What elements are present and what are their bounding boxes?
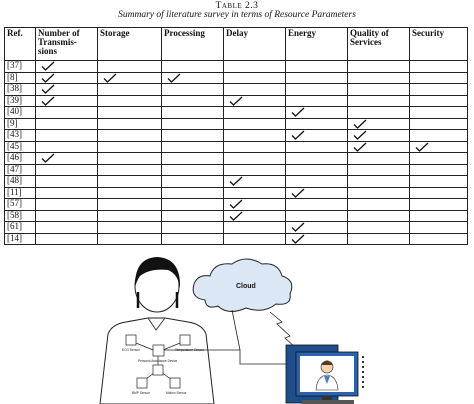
column-header: Processing: [162, 28, 224, 61]
table-row: [5, 61, 468, 73]
cloud-to-hub-link: [232, 310, 240, 350]
checkmark-icon: [291, 130, 305, 140]
parameter-cell: [348, 233, 410, 245]
column-header: Ref.: [5, 28, 36, 61]
parameter-cell: [224, 187, 286, 199]
column-header: Number of Transmis-sions: [36, 28, 98, 61]
parameter-cell: [410, 84, 468, 96]
parameter-cell: [162, 164, 224, 176]
parameter-cell: [286, 118, 348, 130]
parameter-cell: [162, 153, 224, 165]
table-header-row: [5, 28, 468, 61]
checkmark-icon: [41, 61, 55, 71]
table-row: [5, 118, 468, 130]
column-header: Quality of Services: [348, 28, 410, 61]
parameter-cell: [98, 176, 162, 188]
parameter-cell: [348, 61, 410, 73]
parameter-cell: [224, 72, 286, 84]
column-header: Storage: [98, 28, 162, 61]
parameter-cell: [410, 222, 468, 234]
parameter-cell: [224, 153, 286, 165]
parameter-cell: [410, 141, 468, 153]
checkmark-icon: [229, 199, 243, 209]
parameter-cell: [162, 130, 224, 142]
parameter-cell: [98, 84, 162, 96]
parameter-cell: [162, 187, 224, 199]
parameter-cell: [36, 210, 98, 222]
parameter-cell: [286, 210, 348, 222]
parameter-cell: [348, 84, 410, 96]
reference-cell: [39]: [5, 95, 36, 107]
column-header: Delay: [224, 28, 286, 61]
hub-device-icon: [153, 345, 164, 356]
parameter-cell: [286, 164, 348, 176]
parameter-cell: [348, 95, 410, 107]
table-row: [5, 176, 468, 188]
parameter-cell: [98, 210, 162, 222]
parameter-cell: [286, 199, 348, 211]
parameter-cell: [36, 107, 98, 119]
reference-cell: [37]: [5, 61, 36, 73]
cloud-label: Cloud: [236, 283, 256, 290]
parameter-cell: [98, 164, 162, 176]
parameter-cell: [348, 176, 410, 188]
table-row: [5, 84, 468, 96]
parameter-cell: [36, 118, 98, 130]
reference-cell: [48]: [5, 176, 36, 188]
parameter-cell: [98, 118, 162, 130]
table-row: [5, 222, 468, 234]
reference-cell: [61]: [5, 222, 36, 234]
checkmark-icon: [41, 73, 55, 83]
parameter-cell: [98, 187, 162, 199]
reference-cell: [11]: [5, 187, 36, 199]
parameter-cell: [286, 141, 348, 153]
parameter-cell: [410, 95, 468, 107]
reference-cell: [46]: [5, 153, 36, 165]
parameter-cell: [410, 187, 468, 199]
parameter-cell: [162, 61, 224, 73]
table-caption-label: Table 2.3: [215, 1, 259, 11]
checkmark-icon: [353, 119, 367, 129]
ecg-sensor-label: ECG Sensor: [122, 348, 140, 352]
parameter-cell: [162, 199, 224, 211]
reference-cell: [8]: [5, 72, 36, 84]
parameter-cell: [410, 153, 468, 165]
checkmark-icon: [103, 73, 117, 83]
parameter-cell: [348, 164, 410, 176]
checkmark-icon: [353, 130, 367, 140]
parameter-cell: [36, 199, 98, 211]
parameter-cell: [348, 72, 410, 84]
table-row: [5, 107, 468, 119]
parameter-cell: [410, 130, 468, 142]
parameter-cell: [224, 141, 286, 153]
reference-cell: [58]: [5, 210, 36, 222]
column-header: Security: [410, 28, 468, 61]
parameter-cell: [36, 176, 98, 188]
checkmark-icon: [41, 84, 55, 94]
parameter-cell: [224, 84, 286, 96]
table-row: [5, 199, 468, 211]
parameter-cell: [98, 233, 162, 245]
parameter-cell: [410, 164, 468, 176]
parameter-cell: [410, 61, 468, 73]
parameter-cell: [162, 107, 224, 119]
parameter-cell: [348, 210, 410, 222]
parameter-cell: [36, 95, 98, 107]
temperature-sensor-icon: [180, 335, 190, 345]
checkmark-icon: [41, 153, 55, 163]
motion-sensor-label: Motion Sensor: [166, 391, 187, 395]
reference-cell: [47]: [5, 164, 36, 176]
parameter-cell: [410, 199, 468, 211]
parameter-cell: [410, 107, 468, 119]
parameter-cell: [224, 222, 286, 234]
table-caption-title: Summary of literature survey in terms of Resource Parameters: [118, 10, 356, 20]
table-row: [5, 164, 468, 176]
parameter-cell: [36, 61, 98, 73]
parameter-cell: [98, 199, 162, 211]
parameter-cell: [36, 72, 98, 84]
literature-survey-table: [4, 27, 468, 245]
checkmark-icon: [229, 211, 243, 221]
parameter-cell: [98, 95, 162, 107]
table-row: [5, 72, 468, 84]
parameter-cell: [224, 233, 286, 245]
table-row: [5, 153, 468, 165]
wireless-link-icon: [270, 312, 296, 348]
parameter-cell: [348, 118, 410, 130]
checkmark-icon: [291, 107, 305, 117]
parameter-cell: [162, 176, 224, 188]
table-row: [5, 95, 468, 107]
parameter-cell: [36, 130, 98, 142]
parameter-cell: [36, 84, 98, 96]
checkmark-icon: [291, 188, 305, 198]
parameter-cell: [348, 141, 410, 153]
reference-cell: [40]: [5, 107, 36, 119]
checkmark-icon: [229, 176, 243, 186]
parameter-cell: [286, 187, 348, 199]
table-row: [5, 141, 468, 153]
parameter-cell: [286, 84, 348, 96]
parameter-cell: [286, 95, 348, 107]
parameter-cell: [286, 222, 348, 234]
parameter-cell: [162, 72, 224, 84]
reference-cell: [57]: [5, 199, 36, 211]
parameter-cell: [286, 107, 348, 119]
parameter-cell: [286, 176, 348, 188]
parameter-cell: [162, 118, 224, 130]
parameter-cell: [98, 130, 162, 142]
parameter-cell: [98, 153, 162, 165]
parameter-cell: [224, 118, 286, 130]
parameter-cell: [348, 222, 410, 234]
parameter-cell: [224, 130, 286, 142]
temperature-sensor-label: Temperature Sensor: [175, 348, 204, 352]
parameter-cell: [162, 233, 224, 245]
reference-cell: [9]: [5, 118, 36, 130]
parameter-cell: [162, 84, 224, 96]
parameter-cell: [162, 210, 224, 222]
parameter-cell: [224, 199, 286, 211]
checkmark-icon: [167, 73, 181, 83]
checkmark-icon: [353, 142, 367, 152]
reference-cell: [38]: [5, 84, 36, 96]
motion-sensor-icon: [170, 378, 180, 388]
reference-cell: [14]: [5, 233, 36, 245]
parameter-cell: [410, 233, 468, 245]
parameter-cell: [36, 141, 98, 153]
parameter-cell: [36, 222, 98, 234]
parameter-cell: [224, 61, 286, 73]
parameter-cell: [36, 153, 98, 165]
parameter-cell: [286, 130, 348, 142]
parameter-cell: [98, 61, 162, 73]
table-row: [5, 210, 468, 222]
parameter-cell: [410, 210, 468, 222]
bmp-sensor-label: BMP Sensor: [132, 391, 150, 395]
keyboard-icon: [302, 400, 354, 404]
parameter-cell: [286, 61, 348, 73]
checkmark-icon: [415, 142, 429, 152]
parameter-cell: [286, 72, 348, 84]
parameter-cell: [410, 118, 468, 130]
parameter-cell: [224, 210, 286, 222]
parameter-cell: [162, 222, 224, 234]
parameter-cell: [36, 233, 98, 245]
parameter-cell: [224, 164, 286, 176]
parameter-cell: [36, 187, 98, 199]
remote-monitoring-figure: [0, 252, 474, 404]
parameter-cell: [162, 95, 224, 107]
parameter-cell: [348, 107, 410, 119]
parameter-cell: [410, 176, 468, 188]
parameter-cell: [286, 153, 348, 165]
parameter-cell: [224, 176, 286, 188]
parameter-cell: [410, 72, 468, 84]
parameter-cell: [348, 187, 410, 199]
parameter-cell: [98, 107, 162, 119]
checkmark-icon: [291, 234, 305, 244]
table-row: [5, 130, 468, 142]
table-row: [5, 233, 468, 245]
reference-cell: [43]: [5, 130, 36, 142]
parameter-cell: [348, 199, 410, 211]
checkmark-icon: [291, 222, 305, 232]
table-row: [5, 187, 468, 199]
parameter-cell: [36, 164, 98, 176]
parameter-cell: [348, 130, 410, 142]
hub-label: Personal Assistance Device: [138, 359, 178, 363]
parameter-cell: [162, 141, 224, 153]
parameter-cell: [98, 141, 162, 153]
checkmark-icon: [229, 96, 243, 106]
column-header: Energy: [286, 28, 348, 61]
parameter-cell: [348, 153, 410, 165]
reference-cell: [45]: [5, 141, 36, 153]
parameter-cell: [224, 95, 286, 107]
ecg-sensor-icon: [126, 335, 136, 345]
checkmark-icon: [41, 96, 55, 106]
parameter-cell: [224, 107, 286, 119]
parameter-cell: [286, 233, 348, 245]
parameter-cell: [98, 72, 162, 84]
parameter-cell: [98, 222, 162, 234]
bmp-sensor-icon: [137, 378, 147, 388]
